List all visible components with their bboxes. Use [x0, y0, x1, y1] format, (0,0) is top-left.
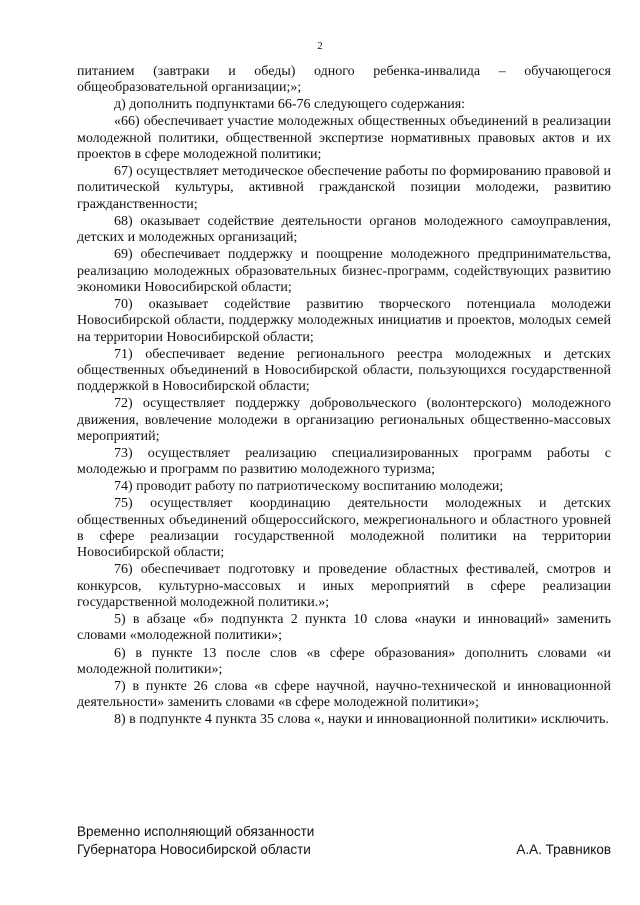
document-body: [77, 64, 611, 729]
signatory-name: А.А. Травников: [516, 842, 611, 857]
paragraph: 68) оказывает содействие деятельности органов молодежного самоуправления, детских и молодежных организаций;: [77, 213, 611, 246]
paragraph: 6) в пункте 13 после слов «в сфере образования» дополнить словами «и молодежной политики»;: [77, 645, 611, 677]
page-number: 2: [317, 40, 323, 52]
signatory-position-line2: Губернатора Новосибирской области: [77, 842, 311, 857]
paragraph: д) дополнить подпунктами 66-76 следующего содержания:: [114, 97, 466, 113]
paragraph: «66) обеспечивает участие молодежных общественных объединений в реализации молодежной политики, общественной экспертизе нормативных правовых актов и их проектов в сфере молодежной политики;: [77, 114, 611, 163]
signature-row-2: [77, 841, 611, 859]
paragraph: 74) проводит работу по патриотическому воспитанию молодежи;: [114, 479, 504, 495]
paragraph: 69) обеспечивает поддержку и поощрение молодежного предпринимательства, реализацию молодежных образовательных бизнес-программ, содействующих развитию экономики Новосибирской области;: [77, 247, 611, 295]
signatory-position-line1: Временно исполняющий обязанности: [77, 824, 315, 839]
paragraph: 5) в абзаце «б» подпункта 2 пункта 10 слова «науки и инноваций» заменить словами «молодежной политики»;: [77, 612, 611, 644]
paragraph: 71) обеспечивает ведение регионального реестра молодежных и детских общественных объединений в Новосибирской области, пользующихся государственной поддержкой в Новосибирской области;: [77, 346, 611, 395]
paragraph: питанием (завтраки и обеды) одного ребенка-инвалида – обучающегося общеобразовательной организации;»;: [77, 64, 611, 96]
paragraph: 76) обеспечивает подготовку и проведение областных фестивалей, смотров и конкурсов, культурно-массовых и иных мероприятий в сфере реализации государственной молодежной политики.»;: [77, 562, 611, 611]
paragraph: 73) осуществляет реализацию специализированных программ работы с молодежью и программ по развитию молодежного туризма;: [77, 446, 611, 478]
paragraph: 67) осуществляет методическое обеспечение работы по формированию правовой и политической культуры, активной гражданской позиции молодежи, развитию гражданственности;: [77, 164, 611, 212]
paragraph: 70) оказывает содействие развитию творческого потенциала молодежи Новосибирской области, поддержку молодежных инициатив и проектов, молодых семей на территории Новосибирской области;: [77, 296, 611, 345]
paragraph: 8) в подпункте 4 пункта 35 слова «, науки и инновационной политики» исключить.: [114, 712, 609, 728]
signature-block: [77, 823, 611, 859]
paragraph: 72) осуществляет поддержку добровольческого (волонтерского) молодежного движения, вовлечение молодежи в организацию региональных общественно-массовых мероприятий;: [77, 396, 611, 444]
paragraph: 7) в пункте 26 слова «в сфере научной, научно-технической и инновационной деятельности» заменить словами «в сфере молодежной политики»;: [77, 678, 611, 711]
paragraph: 75) осуществляет координацию деятельности молодежных и детских общественных объединений общероссийского, межрегионального и областного уровней в сфере реализации государственной молодежной политики на территории Новосибирской области;: [77, 496, 611, 561]
signature-row-1: [77, 823, 611, 841]
